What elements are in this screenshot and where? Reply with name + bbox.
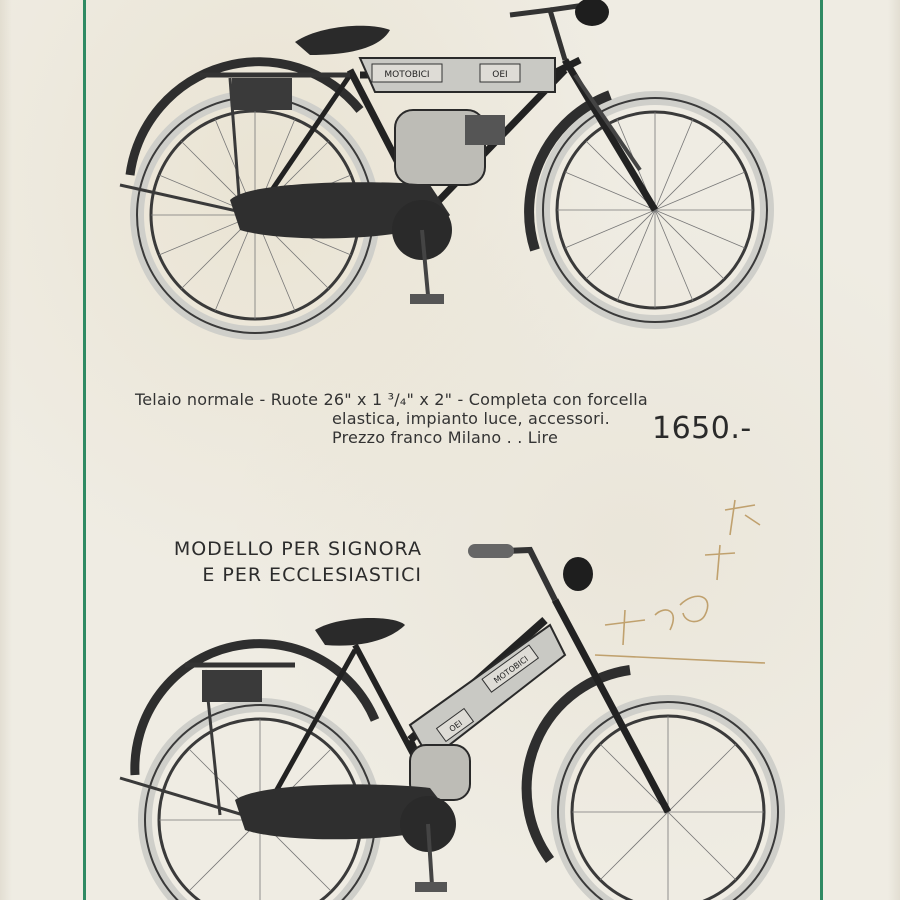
spec-line-1: Telaio normale - Ruote 26" x 1 ³/₄" x 2" - Completa con forcella: [135, 390, 648, 409]
bike-illustration-ladies: [110, 530, 790, 900]
bike-illustration-standard: [110, 0, 790, 340]
model-title-line-2: E PER ECCLESIASTICI: [202, 564, 422, 586]
tank-label-left: OEI: [447, 718, 465, 734]
price-value: 1650.-: [652, 411, 752, 446]
spec-line-2: elastica, impianto luce, accessori.: [332, 409, 610, 428]
model-title-line-1: MODELLO PER SIGNORA: [173, 538, 422, 560]
left-border-rule: [83, 0, 86, 900]
spec-line-3: Prezzo franco Milano . . Lire: [332, 428, 559, 447]
right-border-rule: [820, 0, 823, 900]
tank-label-left: MOTOBICI: [384, 70, 430, 80]
tank-label-right: MOTOBICI: [492, 654, 531, 686]
tank-label-right: OEI: [492, 70, 508, 80]
